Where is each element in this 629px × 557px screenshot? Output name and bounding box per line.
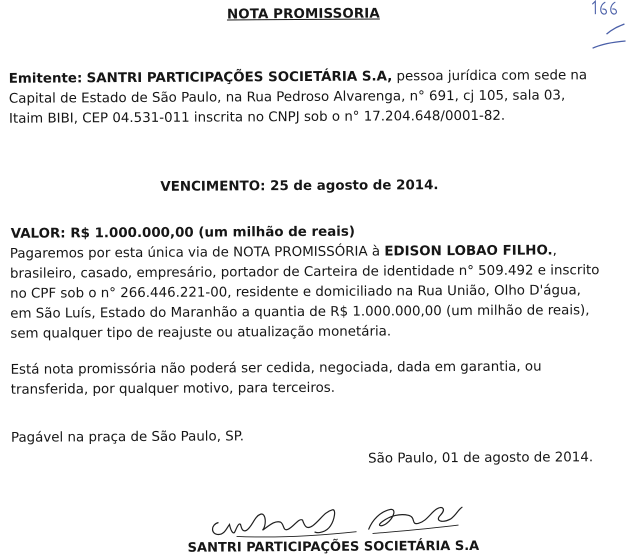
payment-terms: , brasileiro, casado, empresário, portador de Carteira de identidade n° 509.492 e inscrito no CPF sob o n° 266.446.221-00, residente e domiciliado na Rua União, Olho D'água, em São Luís, Estado do Maranhão a quantia de R$ 1.000.000,00 (um milhão de reais), sem qualquer tipo de reajuste ou atualização monetária. bbox=[9, 243, 600, 342]
issuer-label: Emitente: bbox=[8, 71, 83, 87]
non-transferable-clause: Está nota promissória não poderá ser cedida, negociada, dada em garantia, ou transferida, por qualquer motivo, para terceiros. bbox=[10, 359, 542, 398]
due-date: VENCIMENTO: 25 de agosto de 2014. bbox=[160, 178, 439, 195]
payee-name: EDISON LOBAO FILHO. bbox=[384, 243, 553, 260]
amount-heading: VALOR: R$ 1.000.000,00 (um milhão de reais) bbox=[10, 224, 355, 242]
place-of-payment: Pagável na praça de São Paulo, SP. bbox=[10, 429, 245, 446]
issuer-details: pessoa jurídica com sede na Capital de Estado de São Paulo, na Rua Pedroso Alvarenga, n° 691, cj 105, sala 03, Itaim BIBI, CEP 04.531-011 inscrita no CNPJ sob o n° 17.204.648/0001-82. bbox=[8, 68, 588, 127]
payment-paragraph bbox=[10, 241, 603, 345]
signatory-name: SANTRI PARTICIPAÇÕES SOCIETÁRIA S.A bbox=[187, 538, 480, 556]
payment-intro: Pagaremos por esta única via de NOTA PROMISSÓRIA à bbox=[9, 244, 381, 262]
place-and-date: São Paulo, 01 de agosto de 2014. bbox=[368, 450, 594, 467]
issuer-paragraph bbox=[9, 66, 601, 130]
document-title: NOTA PROMISSORIA bbox=[226, 6, 380, 23]
handwritten-page-number bbox=[586, 0, 627, 56]
issuer-name: SANTRI PARTICIPAÇÕES SOCIETÁRIA S.A, bbox=[86, 69, 393, 87]
